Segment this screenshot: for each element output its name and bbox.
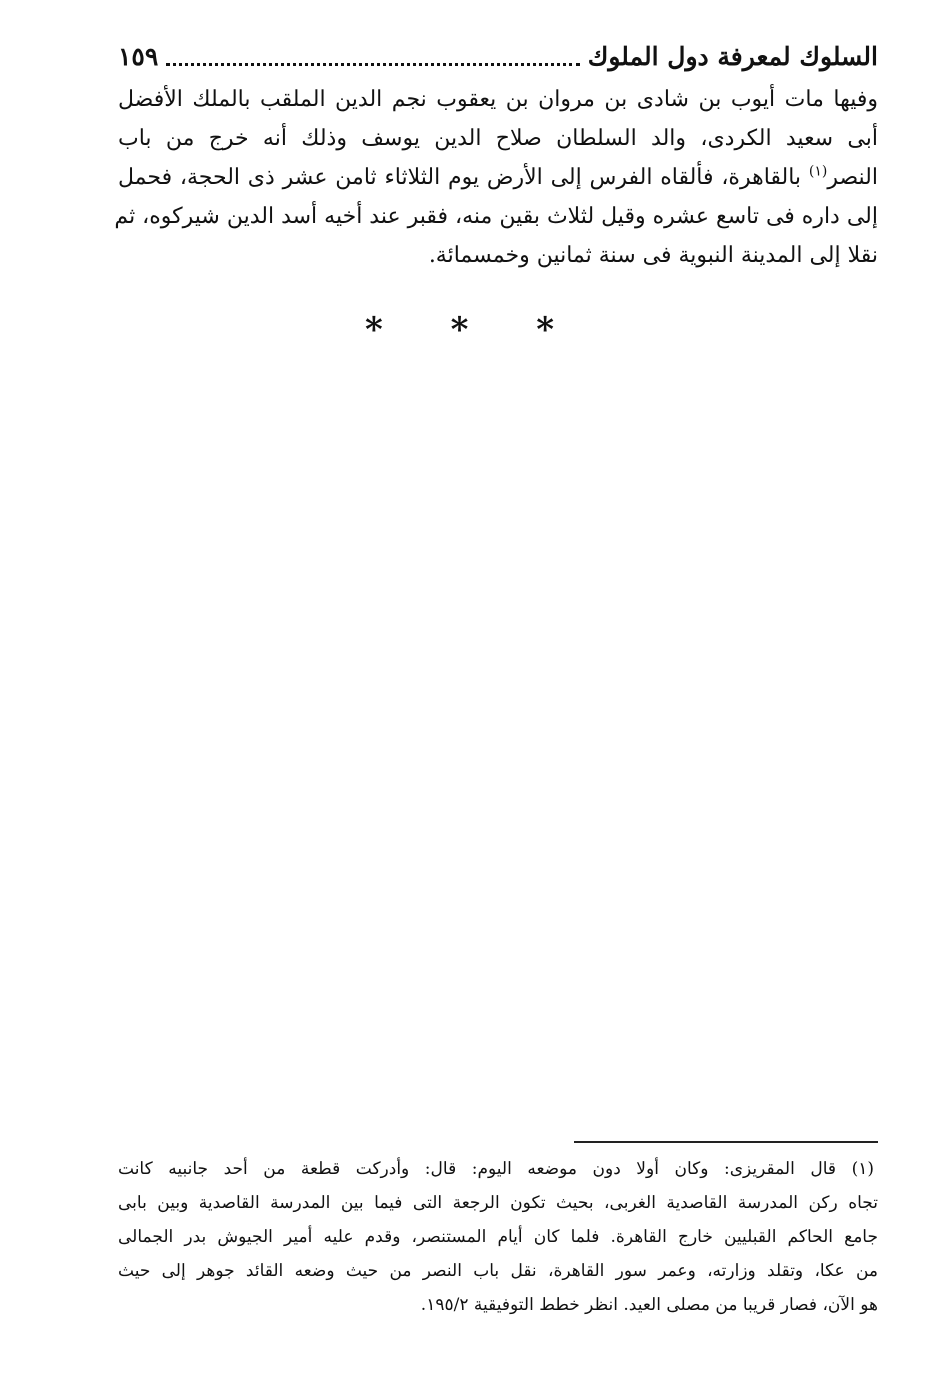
running-header — [118, 36, 878, 76]
footnotes — [118, 1152, 878, 1322]
footnote-line: هو الآن، فصار قريبا من مصلى العيد. انظر خطط التوفيقية ١٩٥/٢. — [420, 1295, 878, 1315]
main-text-line: أبى سعيد الكردى، والد السلطان صلاح الدين يوسف وذلك أنه خرج من باب — [118, 126, 878, 151]
section-separator: * * * — [364, 310, 582, 350]
main-text-line: وفيها مات أيوب بن شادى بن مروان بن يعقوب نجم الدين الملقب بالملك الأفضل — [118, 87, 878, 112]
footnote-line: من عكا، وتقلد وزارته، وعمر سور القاهرة، نقل باب النصر من حيث وضعه القائد جوهر إلى حيث — [118, 1261, 878, 1281]
header-title: السلوك لمعرفة دول الملوك — [587, 41, 878, 71]
main-text-line: نقلا إلى المدينة النبوية فى سنة ثمانين وخمسمائة. — [428, 243, 878, 268]
footnote-divider — [574, 1141, 878, 1143]
page-number: ١٥٩ — [118, 41, 159, 71]
footnote-line: تجاه ركن المدرسة القاصدية الغربى، بحيث تكون الرجعة التى فيما بين المدرسة القاصدية وبين بابى — [118, 1193, 878, 1213]
main-text-line — [118, 158, 878, 197]
main-text — [114, 80, 878, 275]
footnote-line: (١) قال المقريزى: وكان أولا دون موضعه اليوم: قال: وأدركت قطعة من أحد جانبيه كانت — [118, 1159, 874, 1179]
header-dot-leader — [166, 63, 579, 66]
footnote-reference[interactable]: (١) — [808, 163, 828, 180]
main-text-line: إلى داره فى تاسع عشره وقيل لثلاث بقين منه، فقبر عند أخيه أسد الدين شيركوه، ثم — [114, 204, 878, 229]
footnote-line: جامع الحاكم القبليين خارج القاهرة. فلما كان أيام المستنصر، وقدم عليه أمير الجيوش بدر الجمالى — [118, 1227, 878, 1247]
main-text-line-rest: بالقاهرة، فألقاه الفرس إلى الأرض يوم الثلاثاء ثامن عشر ذى الحجة، فحمل — [118, 165, 802, 190]
main-text-line-lead: النصر — [827, 165, 878, 190]
